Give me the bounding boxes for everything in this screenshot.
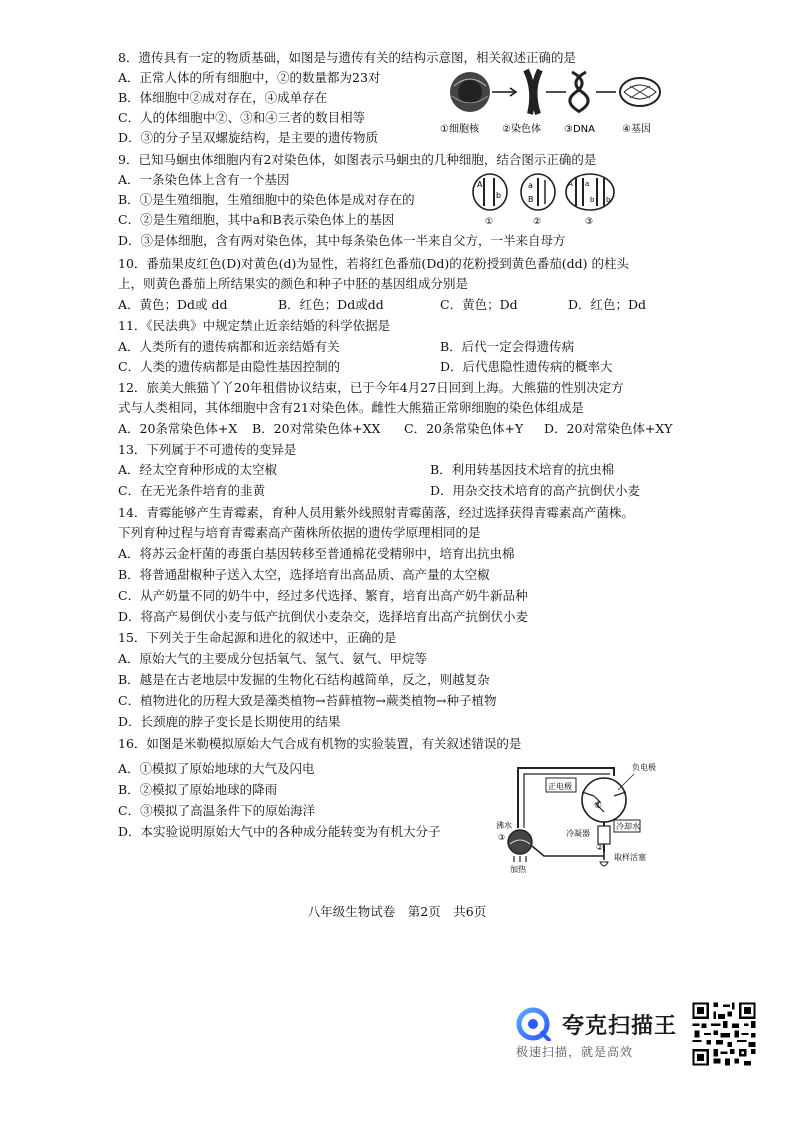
gene-letter: b [606,196,611,204]
label-sampling-valve: 取样活塞 [614,853,646,862]
gene-letter: a [585,180,590,188]
q8-option-a: A．正常人体的所有细胞中，②的数量都为23对 [118,70,381,85]
q13-options-row1 [118,462,698,478]
fig-label-chromosome: ②染色体 [502,124,541,135]
scanner-brand [516,1007,686,1067]
cell-label-1: ① [485,217,494,227]
cell-label-3: ③ [585,217,594,227]
gene-letter: b [590,196,595,204]
q10-options [118,297,698,313]
label-boiling-water: 沸水 [496,821,512,830]
q9-option-a: A．一条染色体上含有一个基因 [118,172,290,187]
miller-apparatus-figure [494,756,674,876]
q8-figure [440,66,680,142]
q11-stem: 11．《民法典》中规定禁止近亲结婚的科学依据是 [118,318,391,333]
q12-option-c: C．20条常染色体+Y [404,421,524,436]
q14-stem-line2: 下列育种过程与培育青霉素高产菌株所依据的遗传学原理相同的是 [118,525,481,540]
q10-option-a: A．黄色；Dd或 dd [118,297,228,312]
q10-option-c: C．黄色；Dd [440,297,518,312]
gene-letter: B [528,195,534,204]
q12-options [118,421,698,437]
q16-option-b: B．②模拟了原始地球的降雨 [118,782,278,797]
q8-option-d: D．③的分子呈双螺旋结构，是主要的遗传物质 [118,130,379,145]
label-1: ① [594,801,603,811]
q8-stem: 8．遗传具有一定的物质基础，如图是与遗传有关的结构示意图，相关叙述正确的是 [118,50,576,65]
q8-option-b: B．体细胞中②成对存在，④成单存在 [118,90,328,105]
label-2: ② [596,843,604,852]
q14-option-a: A．将苏云金杆菌的毒蛋白基因转移至普通棉花受精卵中，培育出抗虫棉 [118,546,515,561]
q12-stem-line2: 式与人类相同，其体细胞中含有21对染色体。雌性大熊猫正常卵细胞的染色体组成是 [118,400,584,415]
cell-label-2: ② [533,217,542,227]
q16-option-d: D．本实验说明原始大气中的各种成分能转变为有机大分子 [118,824,441,839]
q15-option-c: C．植物进化的历程大致是藻类植物→苔藓植物→蕨类植物→种子植物 [118,693,497,708]
label-cooling-water: 冷却水 [616,822,640,831]
q16-stem: 16．如图是米勒模拟原始大气合成有机物的实验装置，有关叙述错误的是 [118,736,522,751]
q16-option-c: C．③模拟了高温条件下的原始海洋 [118,803,316,818]
label-3: ③ [498,833,506,842]
q15-option-b: B．越是在古老地层中发掘的生物化石结构越简单，反之，则越复杂 [118,672,490,687]
q16-option-a: A．①模拟了原始地球的大气及闪电 [118,761,315,776]
label-positive: 正电极 [548,782,572,791]
fig-label-gene: ④基因 [622,124,651,135]
q9-option-c: C．②是生殖细胞，其中a和B表示染色体上的基因 [118,212,395,227]
q11-options-row2 [118,359,698,375]
quark-logo-icon [516,1007,552,1041]
q13-option-a: A．经太空育种形成的太空椒 [118,462,278,477]
q13-option-b: B．利用转基因技术培育的抗虫棉 [430,462,615,477]
q9-option-d: D．③是体细胞，含有两对染色体，其中每条染色体一半来自父方，一半来自母方 [118,233,566,248]
label-electrode: 负电极 [632,763,656,772]
q9-stem: 9．已知马蛔虫体细胞内有2对染色体，如图表示马蛔虫的几种细胞，结合图示正确的是 [118,152,597,167]
gene-letter: a [528,181,533,190]
q12-option-b: B．20对常染色体+XX [252,421,381,436]
q10-stem-line2: 上，则黄色番茄上所结果实的颜色和种子中胚的基因组成分别是 [118,276,469,291]
q15-option-d: D．长颈鹿的脖子变长是长期使用的结果 [118,714,341,729]
chromosome-drawing [526,70,540,114]
gene-letter: A [568,180,573,188]
qr-code-icon [690,1000,758,1068]
cell-nucleus-drawing [450,72,490,112]
q10-stem-line1: 10．番茄果皮红色(D)对黄色(d)为显性，若将红色番茄(Dd)的花粉授到黄色番茄(dd) 的柱头 [118,256,629,271]
fig-label-dna: ③DNA [564,124,595,135]
q9-option-b: B．①是生殖细胞，生殖细胞中的染色体是成对存在的 [118,192,415,207]
q13-stem: 13．下列属于不可遗传的变异是 [118,442,297,457]
label-heating: 加热 [510,865,526,874]
q12-option-a: A．20条常染色体+X [118,421,238,436]
q13-option-d: D．用杂交技术培育的高产抗倒伏小麦 [430,483,641,498]
q11-option-b: B．后代一定会得遗传病 [440,339,575,354]
q8-option-c: C．人的体细胞中②、③和④三者的数目相等 [118,110,366,125]
q11-option-d: D．后代患隐性遗传病的概率大 [440,359,613,374]
brand-name: 夸克扫描王 [562,1014,678,1039]
q15-option-a: A．原始大气的主要成分包括氧气、氢气、氨气、甲烷等 [118,651,428,666]
brand-slogan: 极速扫描，就是高效 [516,1045,634,1059]
fig-label-nucleus: ①细胞核 [440,124,479,135]
dna-drawing [570,72,588,112]
q11-options-row1 [118,339,698,355]
q13-option-c: C．在无光条件培育的韭黄 [118,483,266,498]
q10-option-b: B．红色；Dd或dd [278,297,384,312]
page-footer: 八年级生物试卷 第2页 共6页 [307,904,487,919]
gene-letter: b [496,191,502,200]
q10-option-d: D．红色；Dd [568,297,647,312]
label-condenser: 冷凝器 [566,829,590,838]
q11-option-a: A．人类所有的遗传病都和近亲结婚有关 [118,339,340,354]
q12-stem-line1: 12．旅美大熊猫丫丫20年租借协议结束，已于今年4月27日回到上海。大熊猫的性别决定方 [118,380,624,395]
q11-option-c: C．人类的遗传病都是由隐性基因控制的 [118,359,341,374]
gene-letter: A [477,180,483,189]
q14-option-b: B．将普通甜椒种子送入太空，选择培育出高品质、高产量的太空椒 [118,567,490,582]
q13-options-row2 [118,483,698,499]
gene-drawing [620,78,660,106]
q14-option-c: C．从产奶量不同的奶牛中，经过多代选择、繁育，培育出高产奶牛新品种 [118,588,528,603]
q15-stem: 15．下列关于生命起源和进化的叙述中，正确的是 [118,630,397,645]
q9-figure [470,172,620,230]
q14-option-d: D．将高产易倒伏小麦与低产抗倒伏小麦杂交，选择培育出高产抗倒伏小麦 [118,609,529,624]
q14-stem-line1: 14．青霉能够产生青霉素，育种人员用紫外线照射青霉菌落，经过选择获得青霉素高产菌株。 [118,505,634,520]
q12-option-d: D．20对常染色体+XY [544,421,673,436]
